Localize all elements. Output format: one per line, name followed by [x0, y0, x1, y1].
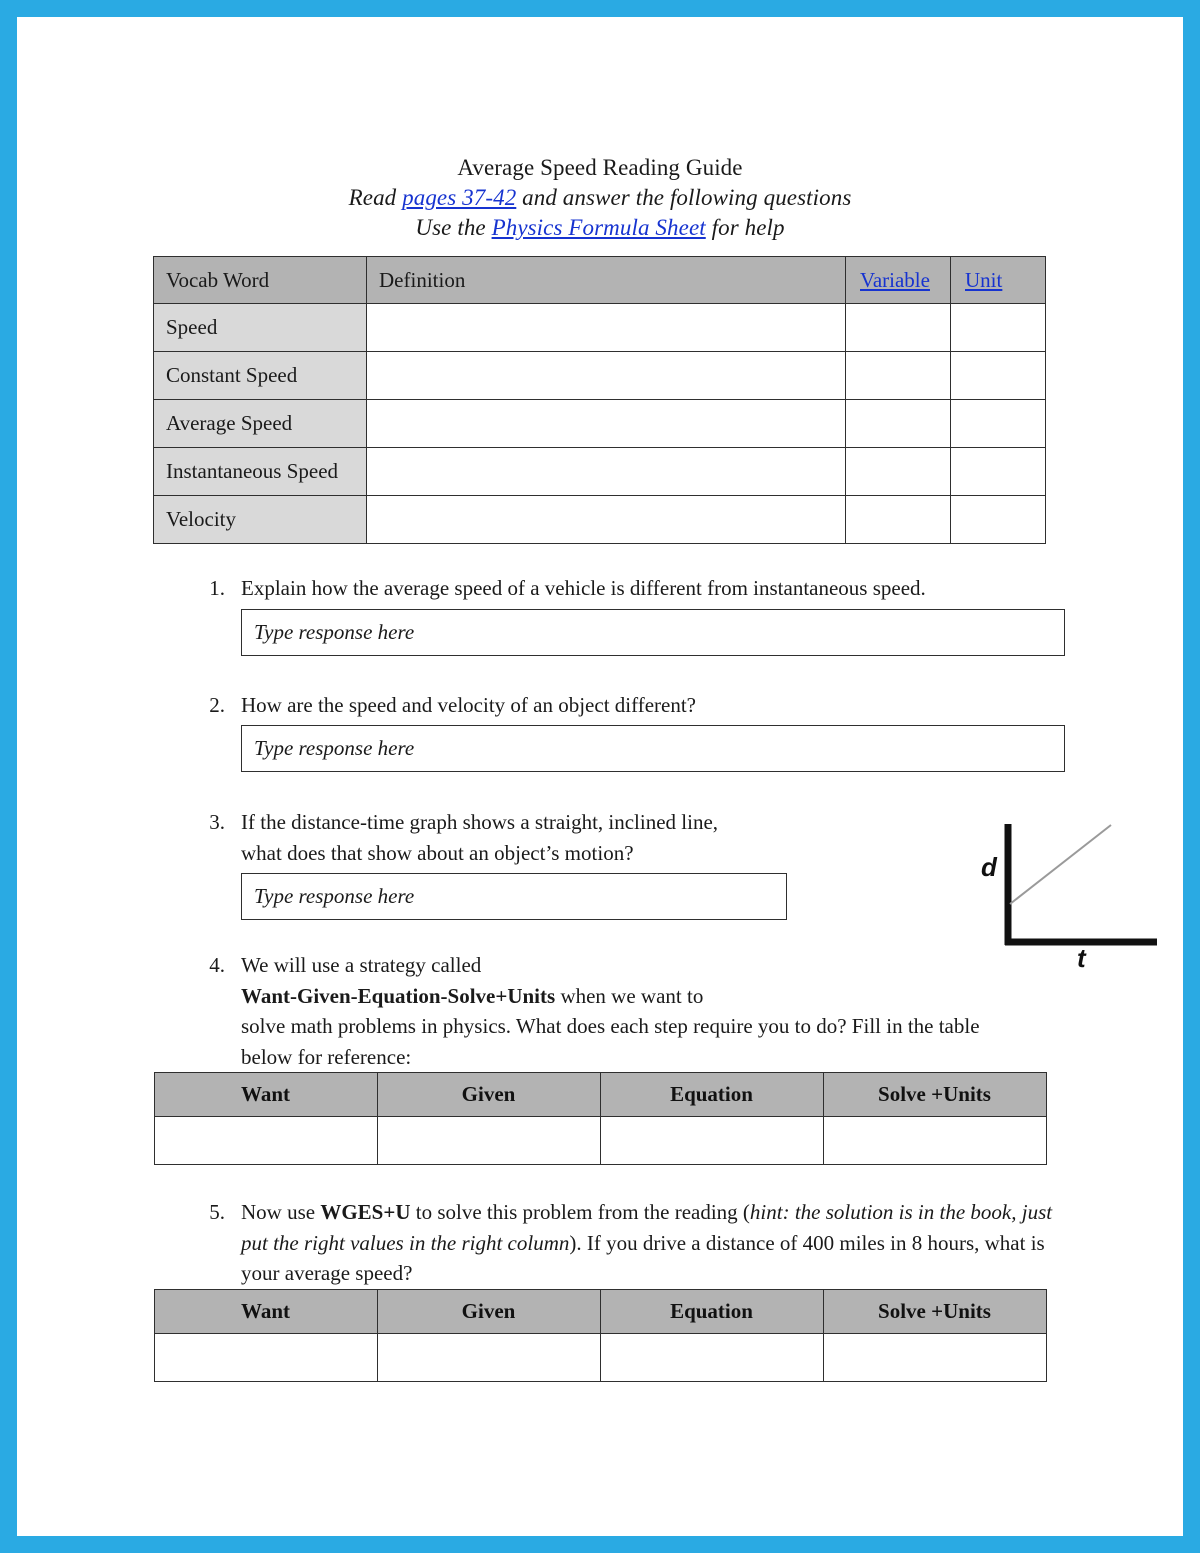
vocab-table	[153, 256, 1046, 544]
wgesu-col-given: Given	[377, 1073, 600, 1117]
question-2-response-box[interactable]	[241, 725, 1065, 772]
question-5-prefix: Now use	[241, 1200, 321, 1224]
wgesu-col-want: Want	[154, 1073, 377, 1117]
table-row	[154, 496, 1046, 544]
question-3-placeholder: Type response here	[254, 884, 415, 909]
formula-sheet-line	[17, 213, 1183, 243]
table-row	[154, 1333, 1046, 1381]
vocab-word-cell: Speed	[154, 304, 367, 352]
wgesu-want-cell[interactable]	[154, 1117, 377, 1165]
wgesu-equation-cell[interactable]	[600, 1333, 823, 1381]
read-prefix: Read	[348, 185, 403, 210]
wgesu-col-equation: Equation	[600, 1073, 823, 1117]
wgesu-given-cell[interactable]	[377, 1117, 600, 1165]
variable-cell[interactable]	[846, 304, 951, 352]
definition-cell[interactable]	[367, 448, 846, 496]
question-1-response-box[interactable]	[241, 609, 1065, 656]
vocab-table-header-row	[154, 257, 1046, 304]
question-3-text-line2: what does that show about an object’s motion?	[241, 840, 634, 865]
question-2-text: How are the speed and velocity of an object different?	[241, 692, 697, 717]
table-row	[154, 352, 1046, 400]
read-suffix: and answer the following questions	[516, 185, 852, 210]
wgesu-col-want: Want	[154, 1289, 377, 1333]
question-5	[189, 1197, 1081, 1289]
vocab-col-unit	[951, 257, 1046, 304]
reading-instruction-line	[17, 183, 1183, 213]
question-5-number: 5.	[209, 1200, 225, 1224]
question-2-number: 2.	[209, 692, 225, 717]
table-row	[154, 400, 1046, 448]
variable-cell[interactable]	[846, 448, 951, 496]
question-4-line4: below for reference:	[241, 1044, 412, 1069]
question-4-line2-tail: when we want to	[555, 983, 704, 1008]
question-2	[189, 690, 1081, 773]
wgesu-given-cell[interactable]	[377, 1333, 600, 1381]
variable-link[interactable]: Variable	[860, 267, 930, 292]
question-1	[189, 573, 1081, 656]
vocab-word-cell: Instantaneous Speed	[154, 448, 367, 496]
question-1-text: Explain how the average speed of a vehicle is different from instantaneous speed.	[241, 576, 926, 600]
graph-data-line	[1010, 825, 1111, 904]
vocab-word-cell: Velocity	[154, 496, 367, 544]
use-the-prefix: Use the	[415, 215, 492, 240]
graph-y-axis-label: d	[981, 852, 997, 882]
wgesu-col-solve-units: Solve +Units	[823, 1073, 1046, 1117]
question-5-mid: to solve this problem from the reading (	[410, 1200, 750, 1224]
wgesu-want-cell[interactable]	[154, 1333, 377, 1381]
vocab-col-definition: Definition	[367, 257, 846, 304]
variable-cell[interactable]	[846, 352, 951, 400]
unit-cell[interactable]	[951, 352, 1046, 400]
question-1-number: 1.	[209, 576, 225, 600]
question-5-suffix: ). If you drive a distance of 400 miles in 8 hours, what is your average speed?	[241, 1230, 1045, 1285]
variable-cell[interactable]	[846, 400, 951, 448]
physics-formula-sheet-link[interactable]: Physics Formula Sheet	[491, 215, 706, 240]
definition-cell[interactable]	[367, 304, 846, 352]
wgesu-equation-cell[interactable]	[600, 1117, 823, 1165]
vocab-word-cell: Average Speed	[154, 400, 367, 448]
definition-cell[interactable]	[367, 496, 846, 544]
definition-cell[interactable]	[367, 400, 846, 448]
page-title: Average Speed Reading Guide	[457, 155, 743, 180]
wgesu-header-row	[154, 1073, 1046, 1117]
question-3-number: 3.	[209, 810, 225, 834]
pages-link[interactable]: pages 37-42	[402, 185, 517, 210]
unit-link[interactable]: Unit	[965, 267, 1003, 292]
wgesu-header-row	[154, 1289, 1046, 1333]
definition-cell[interactable]	[367, 352, 846, 400]
question-5-hint: hint: the solution is in the book, just put the right values in the right column	[241, 1200, 1053, 1255]
unit-cell[interactable]	[951, 304, 1046, 352]
question-4-line1: We will use a strategy called	[241, 953, 482, 977]
vocab-col-word: Vocab Word	[154, 257, 367, 304]
wgesu-table-1	[154, 1072, 1047, 1165]
wgesu-solve-units-cell[interactable]	[823, 1117, 1046, 1165]
unit-cell[interactable]	[951, 400, 1046, 448]
table-row	[154, 448, 1046, 496]
wgesu-col-solve-units: Solve +Units	[823, 1289, 1046, 1333]
question-4-number: 4.	[209, 953, 225, 977]
document-sheet	[17, 17, 1183, 1536]
question-4	[189, 950, 1081, 1072]
table-row	[154, 1117, 1046, 1165]
question-4-line3: solve math problems in physics. What does each step require you to do? Fill in the table	[241, 1014, 980, 1038]
unit-cell[interactable]	[951, 448, 1046, 496]
wgesu-abbrev-bold: WGES+U	[320, 1200, 411, 1224]
question-3-response-box[interactable]	[241, 873, 787, 920]
table-row	[154, 304, 1046, 352]
question-1-placeholder: Type response here	[254, 619, 415, 644]
unit-cell[interactable]	[951, 496, 1046, 544]
vocab-word-cell: Constant Speed	[154, 352, 367, 400]
question-3-text-line1: If the distance-time graph shows a straight, inclined line,	[241, 810, 719, 834]
wgesu-solve-units-cell[interactable]	[823, 1333, 1046, 1381]
vocab-col-variable	[846, 257, 951, 304]
question-2-placeholder: Type response here	[254, 736, 415, 761]
page-frame	[17, 17, 1183, 1536]
wgesu-col-equation: Equation	[600, 1289, 823, 1333]
for-help-suffix: for help	[705, 215, 785, 240]
question-4-line2	[241, 981, 1081, 1012]
variable-cell[interactable]	[846, 496, 951, 544]
wgesu-table-2	[154, 1289, 1047, 1382]
wgesu-col-given: Given	[377, 1289, 600, 1333]
wgesu-strategy-bold: Want-Given-Equation-Solve+Units	[241, 983, 556, 1008]
graph-x-axis-label: t	[1077, 943, 1086, 973]
